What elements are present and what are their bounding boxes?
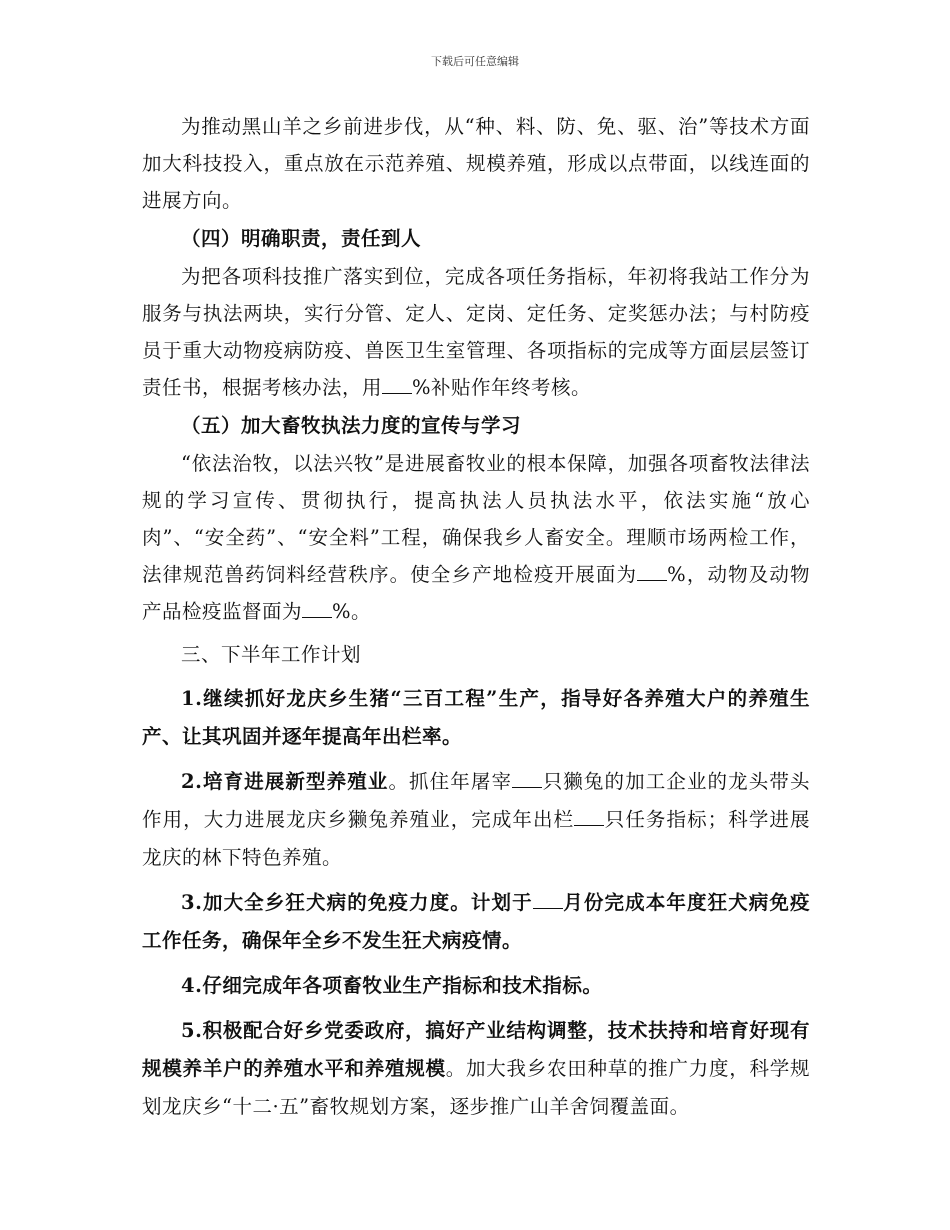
paragraph-law-enforcement bbox=[142, 445, 810, 630]
plan-item-2-text-end: 只任务指标；科学进展龙庆的林下特色养殖。 bbox=[142, 808, 810, 869]
plan-item-4: 4.仔细完成年各项畜牧业生产指标和技术指标。 bbox=[181, 974, 603, 997]
fill-blank bbox=[533, 892, 563, 909]
heading-work-plan: 三、下半年工作计划 bbox=[181, 643, 362, 666]
plan-item-2-text: 。抓住年屠宰 bbox=[388, 770, 513, 793]
paragraph-responsibility-text-end: %补贴作年终考核。 bbox=[412, 376, 592, 399]
plan-item-2-text-mid: 只獭兔的加工企业的龙头带头作用，大力进展龙庆乡獭兔养殖业，完成年出栏 bbox=[142, 770, 810, 831]
plan-item-5-text: 。加大我乡农田种草的推广力度，科学规划龙庆乡“十二·五”畜牧规划方案，逐步推广山羊舍饲覆盖面。 bbox=[142, 1057, 810, 1118]
page-header-note: 下载后可任意编辑 bbox=[431, 55, 519, 68]
fill-blank bbox=[574, 809, 604, 826]
plan-item-1: 1.继续抓好龙庆乡生猪“三百工程”生产，指导好各养殖大户的养殖生产、让其巩固并逐年提高年出栏率。 bbox=[142, 687, 810, 748]
plan-item-3-text-end: 月份完成本年度狂犬病免疫工作任务，确保年全乡不发生狂犬病疫情。 bbox=[142, 891, 810, 952]
fill-blank bbox=[512, 771, 542, 788]
fill-blank bbox=[382, 377, 412, 394]
plan-item-5 bbox=[142, 1012, 810, 1126]
plan-item-5-title: 5.积极配合好乡党委政府，搞好产业结构调整，技术扶持和培育好现有规模养羊户的养殖水平和养殖规模 bbox=[142, 1019, 810, 1080]
paragraph-law-text-end: %。 bbox=[332, 600, 372, 623]
plan-item-2 bbox=[142, 763, 810, 877]
plan-item-2-title: 2.培育进展新型养殖业 bbox=[181, 770, 389, 793]
plan-item-3-text: 3.加大全乡狂犬病的免疫力度。计划于 bbox=[181, 891, 533, 914]
heading-section-5: （五）加大畜牧执法力度的宣传与学习 bbox=[181, 414, 522, 437]
paragraph-responsibility bbox=[142, 258, 810, 406]
fill-blank bbox=[637, 564, 667, 581]
paragraph-responsibility-text: 为把各项科技推广落实到位，完成各项任务指标，年初将我站工作分为服务与执法两块，实行分管、定人、定岗、定任务、定奖惩办法；与村防疫员于重大动物疫病防疫、兽医卫生室管理、各项指标的完成等方面层层签订责任书，根据考核办法，用 bbox=[142, 265, 810, 399]
plan-item-3 bbox=[142, 884, 810, 960]
document-body bbox=[142, 108, 810, 1126]
paragraph-law-text: “依法治牧，以法兴牧”是进展畜牧业的根本保障，加强各项畜牧法律法规的学习宣传、贯彻执行，提高执法人员执法水平，依法实施“放心肉”、“安全药”、“安全料”工程，确保我乡人畜安全。理顺市场两检工作，法律规范兽药饲料经营秩序。使全乡产地检疫开展面为 bbox=[142, 452, 810, 586]
paragraph-intro: 为推动黑山羊之乡前进步伐，从“种、料、防、免、驱、治”等技术方面加大科技投入，重点放在示范养殖、规模养殖，形成以点带面，以线连面的进展方向。 bbox=[142, 115, 810, 212]
fill-blank bbox=[302, 601, 332, 618]
heading-section-4: （四）明确职责，责任到人 bbox=[181, 227, 422, 250]
paragraph-law-text-mid: %，动物及动物产品检疫监督面为 bbox=[142, 563, 810, 623]
